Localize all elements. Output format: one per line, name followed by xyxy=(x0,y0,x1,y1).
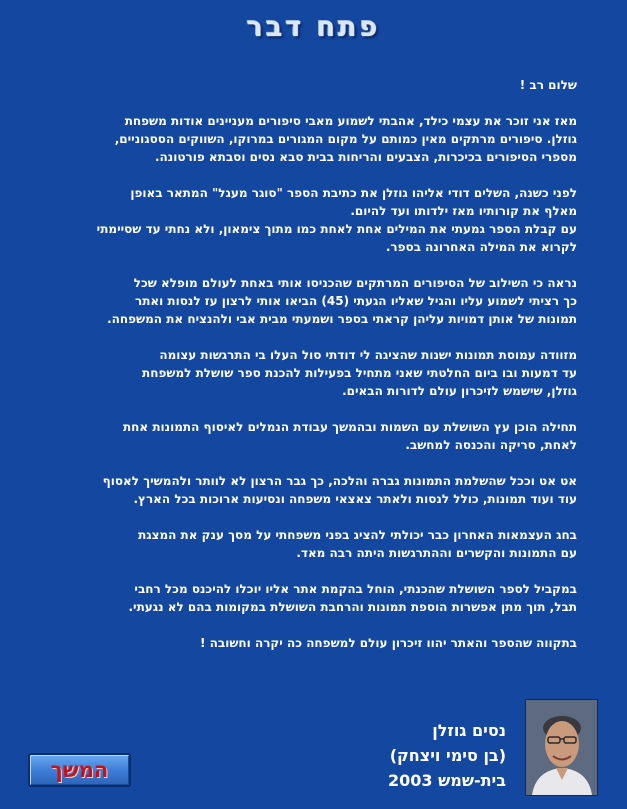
letter-line: אט אט וככל שהשלמת התמונות גברה והלכה, כך גבר הרצון לא לוותר ולהמשיך לאסוף xyxy=(102,474,577,488)
letter-line: תבל, תוך מתן אפשרות הוספת תמונות והרחבת השושלת במקומות בהם לא נגעתי. xyxy=(128,600,577,614)
letter-paragraph xyxy=(17,472,577,508)
letter-paragraph xyxy=(17,580,577,616)
letter-line: עוד ועוד תמונות, כולל לנסות ולאתר צאצאי משפחה ונסיעות ארוכות בכל הארץ. xyxy=(133,492,577,506)
continue-button[interactable] xyxy=(28,753,131,787)
letter-paragraph xyxy=(17,112,577,166)
letter-line: נראה כי השילוב של הסיפורים המרתקים שהכניסו אותי באחת לעולם מופלא שכל xyxy=(133,276,577,290)
letter-line: עד דמעות ובו ביום החלטתי שאני מתחיל בפעילות להכנת ספר שושלת למשפחת xyxy=(142,366,577,380)
letter-line: לפני כשנה, השלים דודי אליהו גוזלן את כתיבת הספר "סוגר מעגל" המתאר באופן xyxy=(130,186,577,200)
letter-paragraph xyxy=(17,418,577,454)
letter-line: בחג העצמאות האחרון כבר יכולתי להציג בפני משפחתי על מסך ענק את המצגת xyxy=(138,528,577,542)
letter-line: מאז אני זוכר את עצמי כילד, אהבתי לשמוע מאבי סיפורים מעניינים אודות משפחת xyxy=(124,114,577,128)
letter-line: מספרי הסיפורים בכיכרות, הצבעים והריחות בבית סבא נסים וסבתא פורטונה. xyxy=(155,150,577,164)
letter-paragraph xyxy=(17,346,577,400)
letter-paragraph xyxy=(17,274,577,328)
letter-line: כך רציתי לשמוע עליו והגיל שאליו הגעתי (45) הביאו אותי לרצון עז לנסות ואתר xyxy=(134,294,577,308)
letter-paragraph xyxy=(17,634,577,652)
signature-block xyxy=(286,718,506,793)
page-title: פתח דבר xyxy=(246,12,381,43)
letter-line: תמונות של אותן דמויות עליהן קראתי בספר ושמעתי מבית אבי ולהנציח את המשפחה. xyxy=(107,312,577,326)
signature-name: נסים גוזלן xyxy=(432,721,506,740)
letter-line: גוזלן. סיפורים מרתקים מאין כמותם על מקום המגורים במרוקו, השווקים הססגוניים, xyxy=(114,132,577,146)
letter-line: מזוודה עמוסת תמונות ישנות שהציגה לי דודתי סול העלו בי התרגשות עצומה xyxy=(159,348,577,362)
letter-line: בתקווה שהספר והאתר יהוו זיכרון עולם למשפחה כה יקרה וחשובה ! xyxy=(199,636,577,650)
author-portrait-icon xyxy=(525,699,598,796)
letter-paragraph xyxy=(17,184,577,256)
letter-line: תחילה הוכן עץ השושלת עם השמות ובהמשך עבודת הנמלים לאיסוף התמונות אחת xyxy=(122,420,577,434)
letter-paragraph xyxy=(17,526,577,562)
letter-line: לקרוא את המילה האחרונה בספר. xyxy=(385,240,577,254)
letter-line: עם התמונות והקשרים וההתרגשות היתה רבה מאד. xyxy=(296,546,577,560)
letter-body xyxy=(17,76,577,670)
letter-line: מאלף את קורותיו מאז ילדותו ועד להיום. xyxy=(350,204,577,218)
letter-greeting: שלום רב ! xyxy=(519,78,577,92)
signature-alias: (בן סימי ויצחק) xyxy=(389,746,506,765)
letter-line: גוזלן, שישמש לזיכרון עולם לדורות הבאים. xyxy=(342,384,577,398)
letter-line: לאחת, סריקה והכנסה למחשב. xyxy=(405,438,577,452)
letter-line: במקביל לספר השושלת שהכנתי, הוחל בהקמת אתר אליו יוכלו להיכנס מכל רחבי xyxy=(134,582,577,596)
letter-line: עם קבלת הספר גמעתי את המילים אחת לאחת כמו מתוך צימאון, ולא נחתי עד שסיימתי xyxy=(96,222,577,236)
continue-button-label: המשך xyxy=(50,758,109,782)
signature-place-year: בית-שמש 2003 xyxy=(388,771,506,790)
portrait-drawing xyxy=(526,700,597,795)
